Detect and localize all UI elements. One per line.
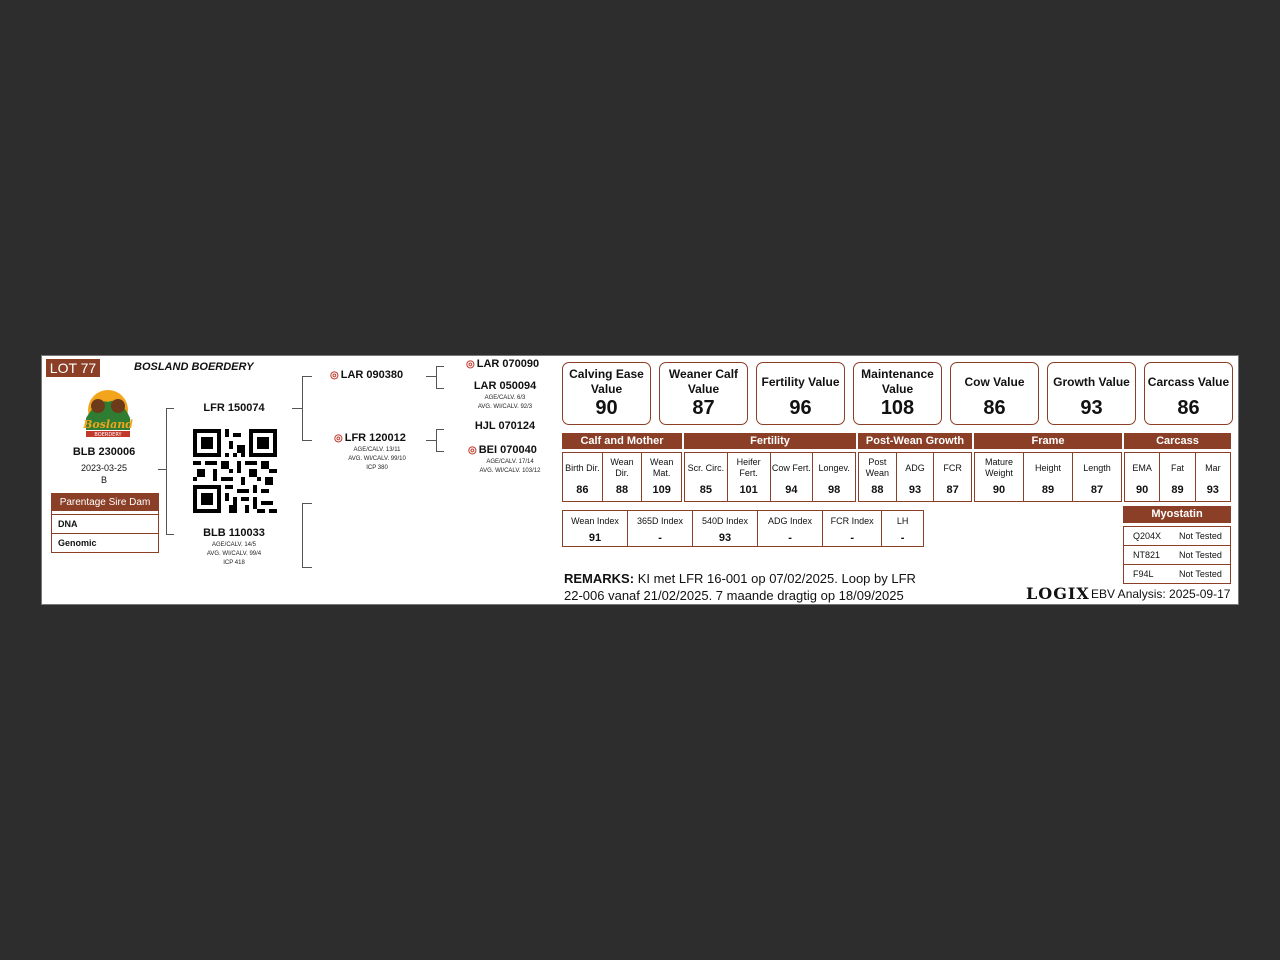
animal-id: BLB 230006 bbox=[72, 446, 136, 458]
ssd-age-calv: AGE/CALV. 6/3 bbox=[484, 395, 526, 401]
ebv-box: Maintenance Value 108 bbox=[853, 362, 942, 425]
myostatin-row: NT821 Not Tested bbox=[1124, 545, 1230, 564]
pedigree-sds: HJL 070124 bbox=[474, 420, 536, 432]
dam-icp: ICP 418 bbox=[223, 560, 245, 566]
sdd-avg-wi: AVG. WI/CALV. 103/12 bbox=[479, 468, 541, 474]
trait-cell: Height 89 bbox=[1024, 453, 1073, 501]
ebv-box: Cow Value 86 bbox=[950, 362, 1039, 425]
ssd-avg-wi: AVG. WI/CALV. 92/3 bbox=[477, 404, 533, 410]
logix-logo: LOGIX bbox=[1026, 584, 1090, 603]
myostatin-row: F94L Not Tested bbox=[1124, 564, 1230, 583]
sd-age-calv: AGE/CALV. 13/11 bbox=[353, 447, 401, 453]
ebv-box: Carcass Value 86 bbox=[1144, 362, 1233, 425]
index-cell: FCR Index - bbox=[823, 511, 882, 546]
myostatin-row: Q204X Not Tested bbox=[1133, 531, 1222, 541]
connector bbox=[436, 451, 444, 452]
connector bbox=[292, 408, 302, 409]
index-cell: 540D Index 93 bbox=[693, 511, 758, 546]
sd-icp: ICP 380 bbox=[366, 465, 388, 471]
parentage-row-genomic: Genomic bbox=[52, 533, 158, 552]
myostatin-header: Myostatin bbox=[1123, 506, 1231, 523]
ebv-box: Growth Value 93 bbox=[1047, 362, 1136, 425]
trait-cell: Cow Fert. 94 bbox=[771, 453, 814, 501]
farm-name: BOSLAND BOERDERY bbox=[134, 361, 254, 373]
trait-cell: Post Wean 88 bbox=[859, 453, 897, 501]
trait-cell: Longev. 98 bbox=[818, 462, 850, 496]
pedigree-dam: BLB 110033 bbox=[203, 527, 265, 539]
farm-logo bbox=[78, 388, 138, 440]
pedigree-ssd: LAR 050094 bbox=[473, 380, 537, 392]
group-post-wean bbox=[858, 452, 972, 502]
sd-avg-wi: AVG. WI/CALV. 99/10 bbox=[348, 456, 406, 462]
ebv-box: Weaner Calf Value 87 bbox=[659, 362, 748, 425]
connector bbox=[436, 388, 444, 389]
lot-badge: LOT 77 bbox=[46, 359, 100, 377]
trait-cell: Mature Weight 90 bbox=[975, 453, 1024, 501]
ebv-box: Fertility Value 96 bbox=[756, 362, 845, 425]
index-cell: LH - bbox=[896, 515, 909, 544]
connector bbox=[426, 376, 436, 377]
trait-cell: Mar 93 bbox=[1205, 462, 1221, 496]
myostatin-table bbox=[1123, 526, 1231, 584]
connector bbox=[436, 366, 444, 367]
group-header-frame: Frame bbox=[974, 433, 1122, 449]
svg-text:Bosland: Bosland bbox=[83, 418, 133, 431]
ebv-analysis-date: EBV Analysis: 2025-09-17 bbox=[1091, 587, 1231, 601]
parentage-table bbox=[51, 493, 159, 553]
group-frame bbox=[974, 452, 1122, 502]
group-header-carcass: Carcass bbox=[1124, 433, 1231, 449]
index-cell: ADG Index - bbox=[758, 511, 823, 546]
connector bbox=[436, 429, 444, 430]
pedigree-sire: LFR 150074 bbox=[203, 402, 265, 414]
connector bbox=[436, 366, 437, 388]
remarks-text: KI met LFR 16-001 op 07/02/2025. Loop by LFR 22-006 vanaf 21/02/2025. 7 maande dragtig op 18/09/2025 bbox=[564, 571, 916, 603]
trait-cell: EMA 90 bbox=[1125, 453, 1160, 501]
trait-cell: Fat 89 bbox=[1160, 453, 1195, 501]
index-table bbox=[562, 510, 924, 547]
trait-cell: Heifer Fert. 101 bbox=[728, 453, 771, 501]
award-icon: ◎ bbox=[330, 370, 339, 381]
connector bbox=[166, 408, 174, 409]
dam-avg-wi: AVG. WI/CALV. 99/4 bbox=[206, 551, 262, 557]
group-calf-mother bbox=[562, 452, 682, 502]
trait-cell: Wean Dir. 88 bbox=[603, 453, 643, 501]
remarks-label: REMARKS: bbox=[564, 571, 635, 586]
parentage-header: Parentage Sire Dam bbox=[52, 494, 158, 511]
remarks bbox=[564, 570, 924, 604]
pedigree-sss: ◎ LAR 070090 bbox=[466, 358, 540, 370]
group-header-fertility: Fertility bbox=[684, 433, 856, 449]
connector bbox=[166, 408, 167, 534]
trait-cell: Wean Mat. 109 bbox=[650, 457, 674, 496]
animal-dob: 2023-03-25 bbox=[80, 463, 128, 473]
connector bbox=[436, 429, 437, 451]
index-cell: 365D Index - bbox=[628, 511, 693, 546]
animal-grade: B bbox=[100, 475, 107, 485]
pedigree-sd: ◎ LFR 120012 bbox=[334, 432, 406, 444]
svg-text:BOERDERY: BOERDERY bbox=[94, 432, 122, 438]
group-carcass bbox=[1124, 452, 1231, 502]
connector bbox=[302, 503, 303, 567]
connector bbox=[302, 503, 312, 504]
connector bbox=[302, 567, 312, 568]
trait-cell: Length 87 bbox=[1083, 462, 1111, 496]
group-header-post-wean: Post-Wean Growth bbox=[858, 433, 972, 449]
trait-cell: Scr. Circ. 85 bbox=[685, 453, 728, 501]
connector bbox=[302, 440, 312, 441]
trait-cell: FCR 87 bbox=[943, 462, 962, 496]
award-icon: ◎ bbox=[334, 433, 343, 444]
award-icon: ◎ bbox=[466, 359, 475, 370]
index-cell: Wean Index 91 bbox=[563, 511, 628, 546]
connector bbox=[158, 469, 166, 470]
trait-cell: ADG 93 bbox=[897, 453, 935, 501]
trait-cell: Birth Dir. 86 bbox=[563, 453, 603, 501]
pedigree-ss: ◎ LAR 090380 bbox=[330, 369, 404, 381]
qr-code bbox=[193, 429, 277, 513]
pedigree-sdd: ◎ BEI 070040 bbox=[468, 444, 537, 456]
parentage-row-dna: DNA bbox=[52, 514, 158, 533]
connector bbox=[302, 376, 303, 440]
dam-age-calv: AGE/CALV. 14/5 bbox=[211, 542, 257, 548]
connector bbox=[302, 376, 312, 377]
group-header-calf-mother: Calf and Mother bbox=[562, 433, 682, 449]
award-icon: ◎ bbox=[468, 445, 477, 456]
ebv-box: Calving Ease Value 90 bbox=[562, 362, 651, 425]
connector bbox=[426, 440, 436, 441]
connector bbox=[166, 534, 174, 535]
group-fertility bbox=[684, 452, 856, 502]
sdd-age-calv: AGE/CALV. 17/14 bbox=[486, 459, 534, 465]
sale-card bbox=[41, 355, 1239, 605]
